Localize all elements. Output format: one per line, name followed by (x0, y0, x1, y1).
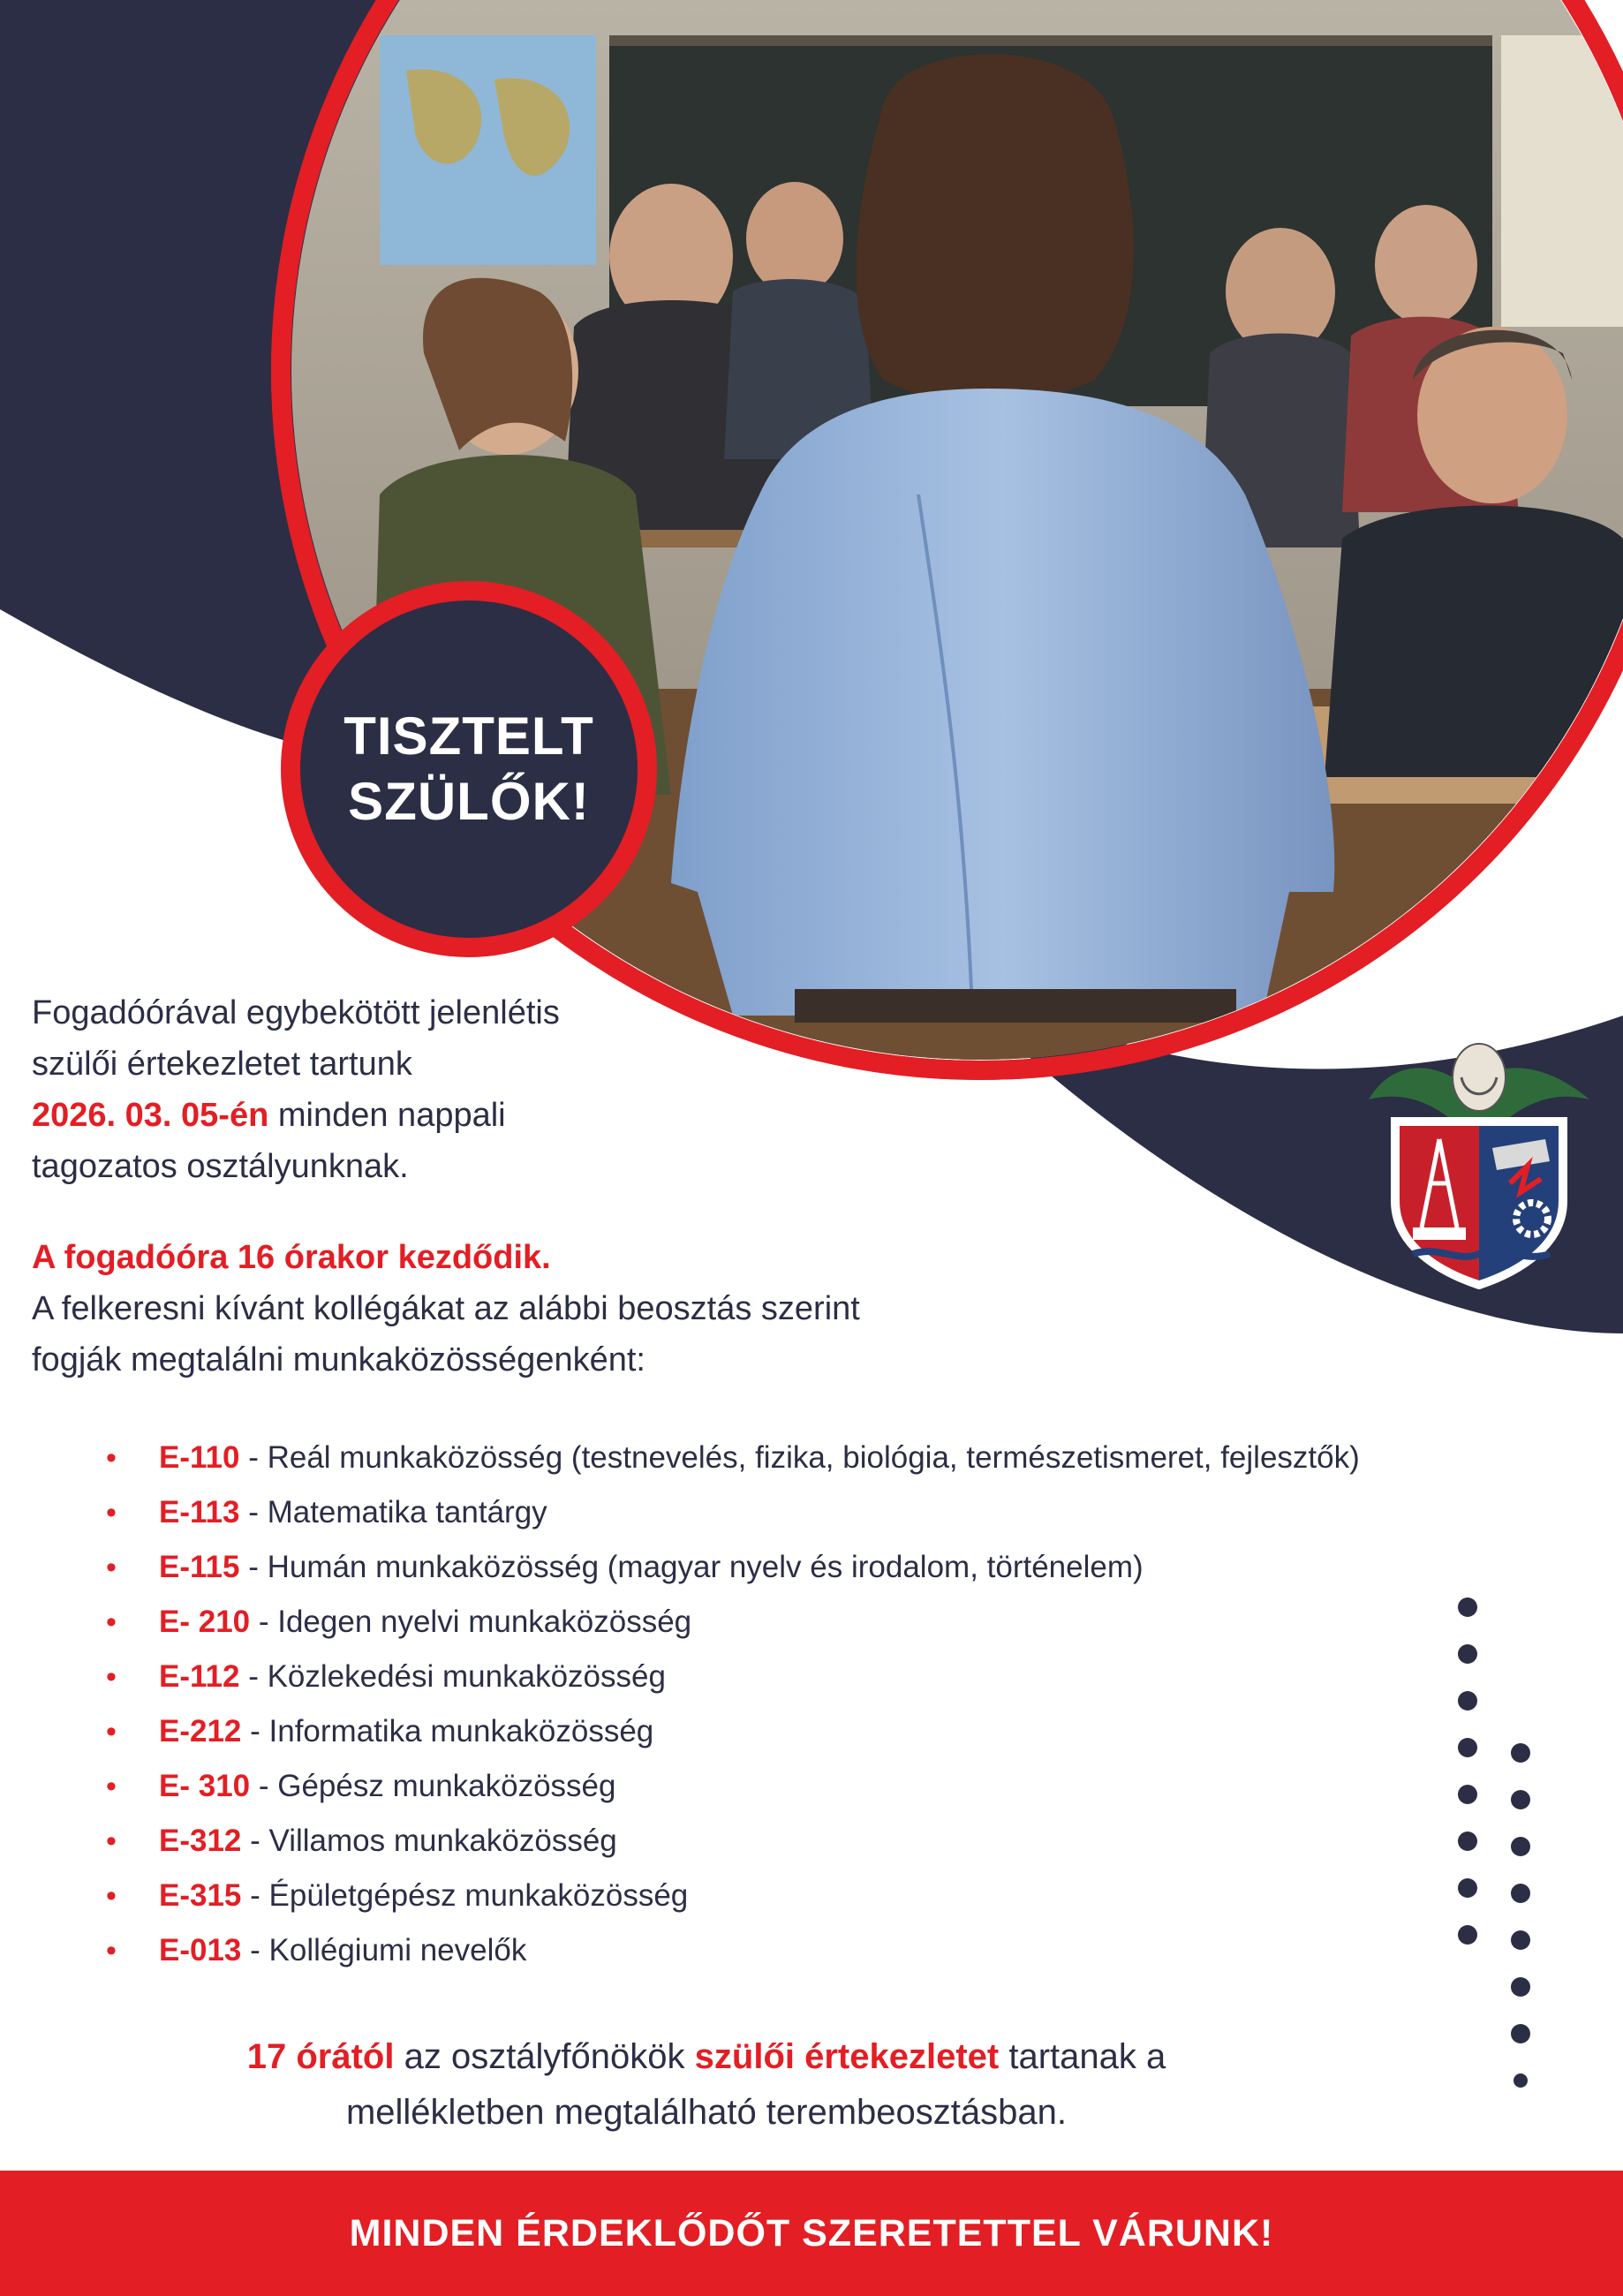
bullet-icon: • (106, 1605, 117, 1639)
room-description: - Matematika tantárgy (239, 1495, 547, 1529)
closing-end: tartanak a (999, 2037, 1166, 2076)
room-code: E- 310 (159, 1769, 251, 1803)
decorative-dots (1448, 1594, 1545, 2088)
greeting-text (328, 704, 610, 835)
list-item (106, 1759, 1360, 1814)
bullet-icon: • (106, 1824, 117, 1858)
room-description: - Humán munkaközösség (magyar nyelv és irodalom, történelem) (239, 1550, 1144, 1584)
consultation-line-3: fogják megtalálni munkaközösségenként: (32, 1341, 645, 1378)
room-description: - Épületgépész munkaközösség (241, 1878, 689, 1913)
bullet-icon: • (106, 1934, 117, 1967)
bullet-icon: • (106, 1660, 117, 1694)
room-code: E-212 (159, 1714, 242, 1748)
room-description: - Közlekedési munkaközösség (239, 1659, 666, 1694)
intro-line-2: szülői értekezletet tartunk (32, 1046, 412, 1083)
room-description: - Informatika munkaközösség (241, 1714, 654, 1748)
list-item (106, 1923, 1360, 1978)
closing-paragraph (132, 2029, 1280, 2141)
room-code: E-312 (159, 1824, 242, 1858)
list-item (106, 1540, 1360, 1595)
bullet-icon: • (106, 1441, 117, 1475)
list-item (106, 1595, 1360, 1650)
room-code: E- 210 (159, 1605, 251, 1639)
closing-line-1 (132, 2029, 1280, 2085)
footer-banner (0, 2171, 1623, 2296)
room-code: E-315 (159, 1878, 242, 1913)
intro-line-1: Fogadóórával egybekötött jelenlétis (32, 994, 560, 1031)
list-item (106, 1485, 1360, 1540)
room-description: - Kollégiumi nevelők (241, 1933, 527, 1967)
intro-line-3-rest: minden nappali (268, 1097, 506, 1134)
consultation-line-2: A felkeresni kívánt kollégákat az alábbi beosztás szerint (32, 1290, 860, 1327)
consultation-headline: A fogadóóra 16 órakor kezdődik. (32, 1239, 551, 1276)
consultation-paragraph (32, 1232, 1180, 1386)
room-description: - Villamos munkaközösség (241, 1824, 617, 1858)
room-description: - Gépész munkaközösség (250, 1769, 616, 1803)
footer-text: MINDEN ÉRDEKLŐDŐT SZERETETTEL VÁRUNK! (349, 2211, 1274, 2254)
bullet-icon: • (106, 1715, 117, 1748)
intro-line-3 (32, 1090, 827, 1141)
greeting-line-1: TISZTELT (343, 706, 594, 766)
meeting-date: 2026. 03. 05-én (32, 1097, 269, 1134)
room-description: - Reál munkaközösség (testnevelés, fizika, biológia, természetismeret, fejlesztők) (239, 1440, 1360, 1475)
greeting-line-2: SZÜLŐK! (348, 772, 590, 831)
closing-highlight: szülői értekezletet (694, 2037, 1000, 2076)
closing-time: 17 órától (246, 2037, 395, 2076)
closing-line-2: mellékletben megtalálható terembeosztásban. (345, 2093, 1068, 2132)
school-crest-icon (1360, 1038, 1598, 1289)
greeting-badge (281, 581, 657, 957)
list-item (106, 1869, 1360, 1923)
list-item (106, 1431, 1360, 1485)
list-item (106, 1650, 1360, 1704)
intro-line-4: tagozatos osztályunknak. (32, 1148, 409, 1185)
bullet-icon: • (106, 1879, 117, 1913)
room-code: E-113 (159, 1495, 240, 1529)
room-description: - Idegen nyelvi munkaközösség (250, 1605, 692, 1639)
room-list (106, 1431, 1360, 1978)
bullet-icon: • (106, 1551, 117, 1584)
bullet-icon: • (106, 1496, 117, 1529)
bullet-icon: • (106, 1770, 117, 1803)
room-code: E-112 (159, 1659, 240, 1694)
room-code: E-115 (159, 1550, 240, 1584)
closing-mid: az osztályfőnökök (394, 2037, 695, 2076)
room-code: E-110 (159, 1440, 240, 1475)
list-item (106, 1704, 1360, 1759)
list-item (106, 1814, 1360, 1869)
room-code: E-013 (159, 1933, 242, 1967)
intro-paragraph (32, 987, 827, 1192)
